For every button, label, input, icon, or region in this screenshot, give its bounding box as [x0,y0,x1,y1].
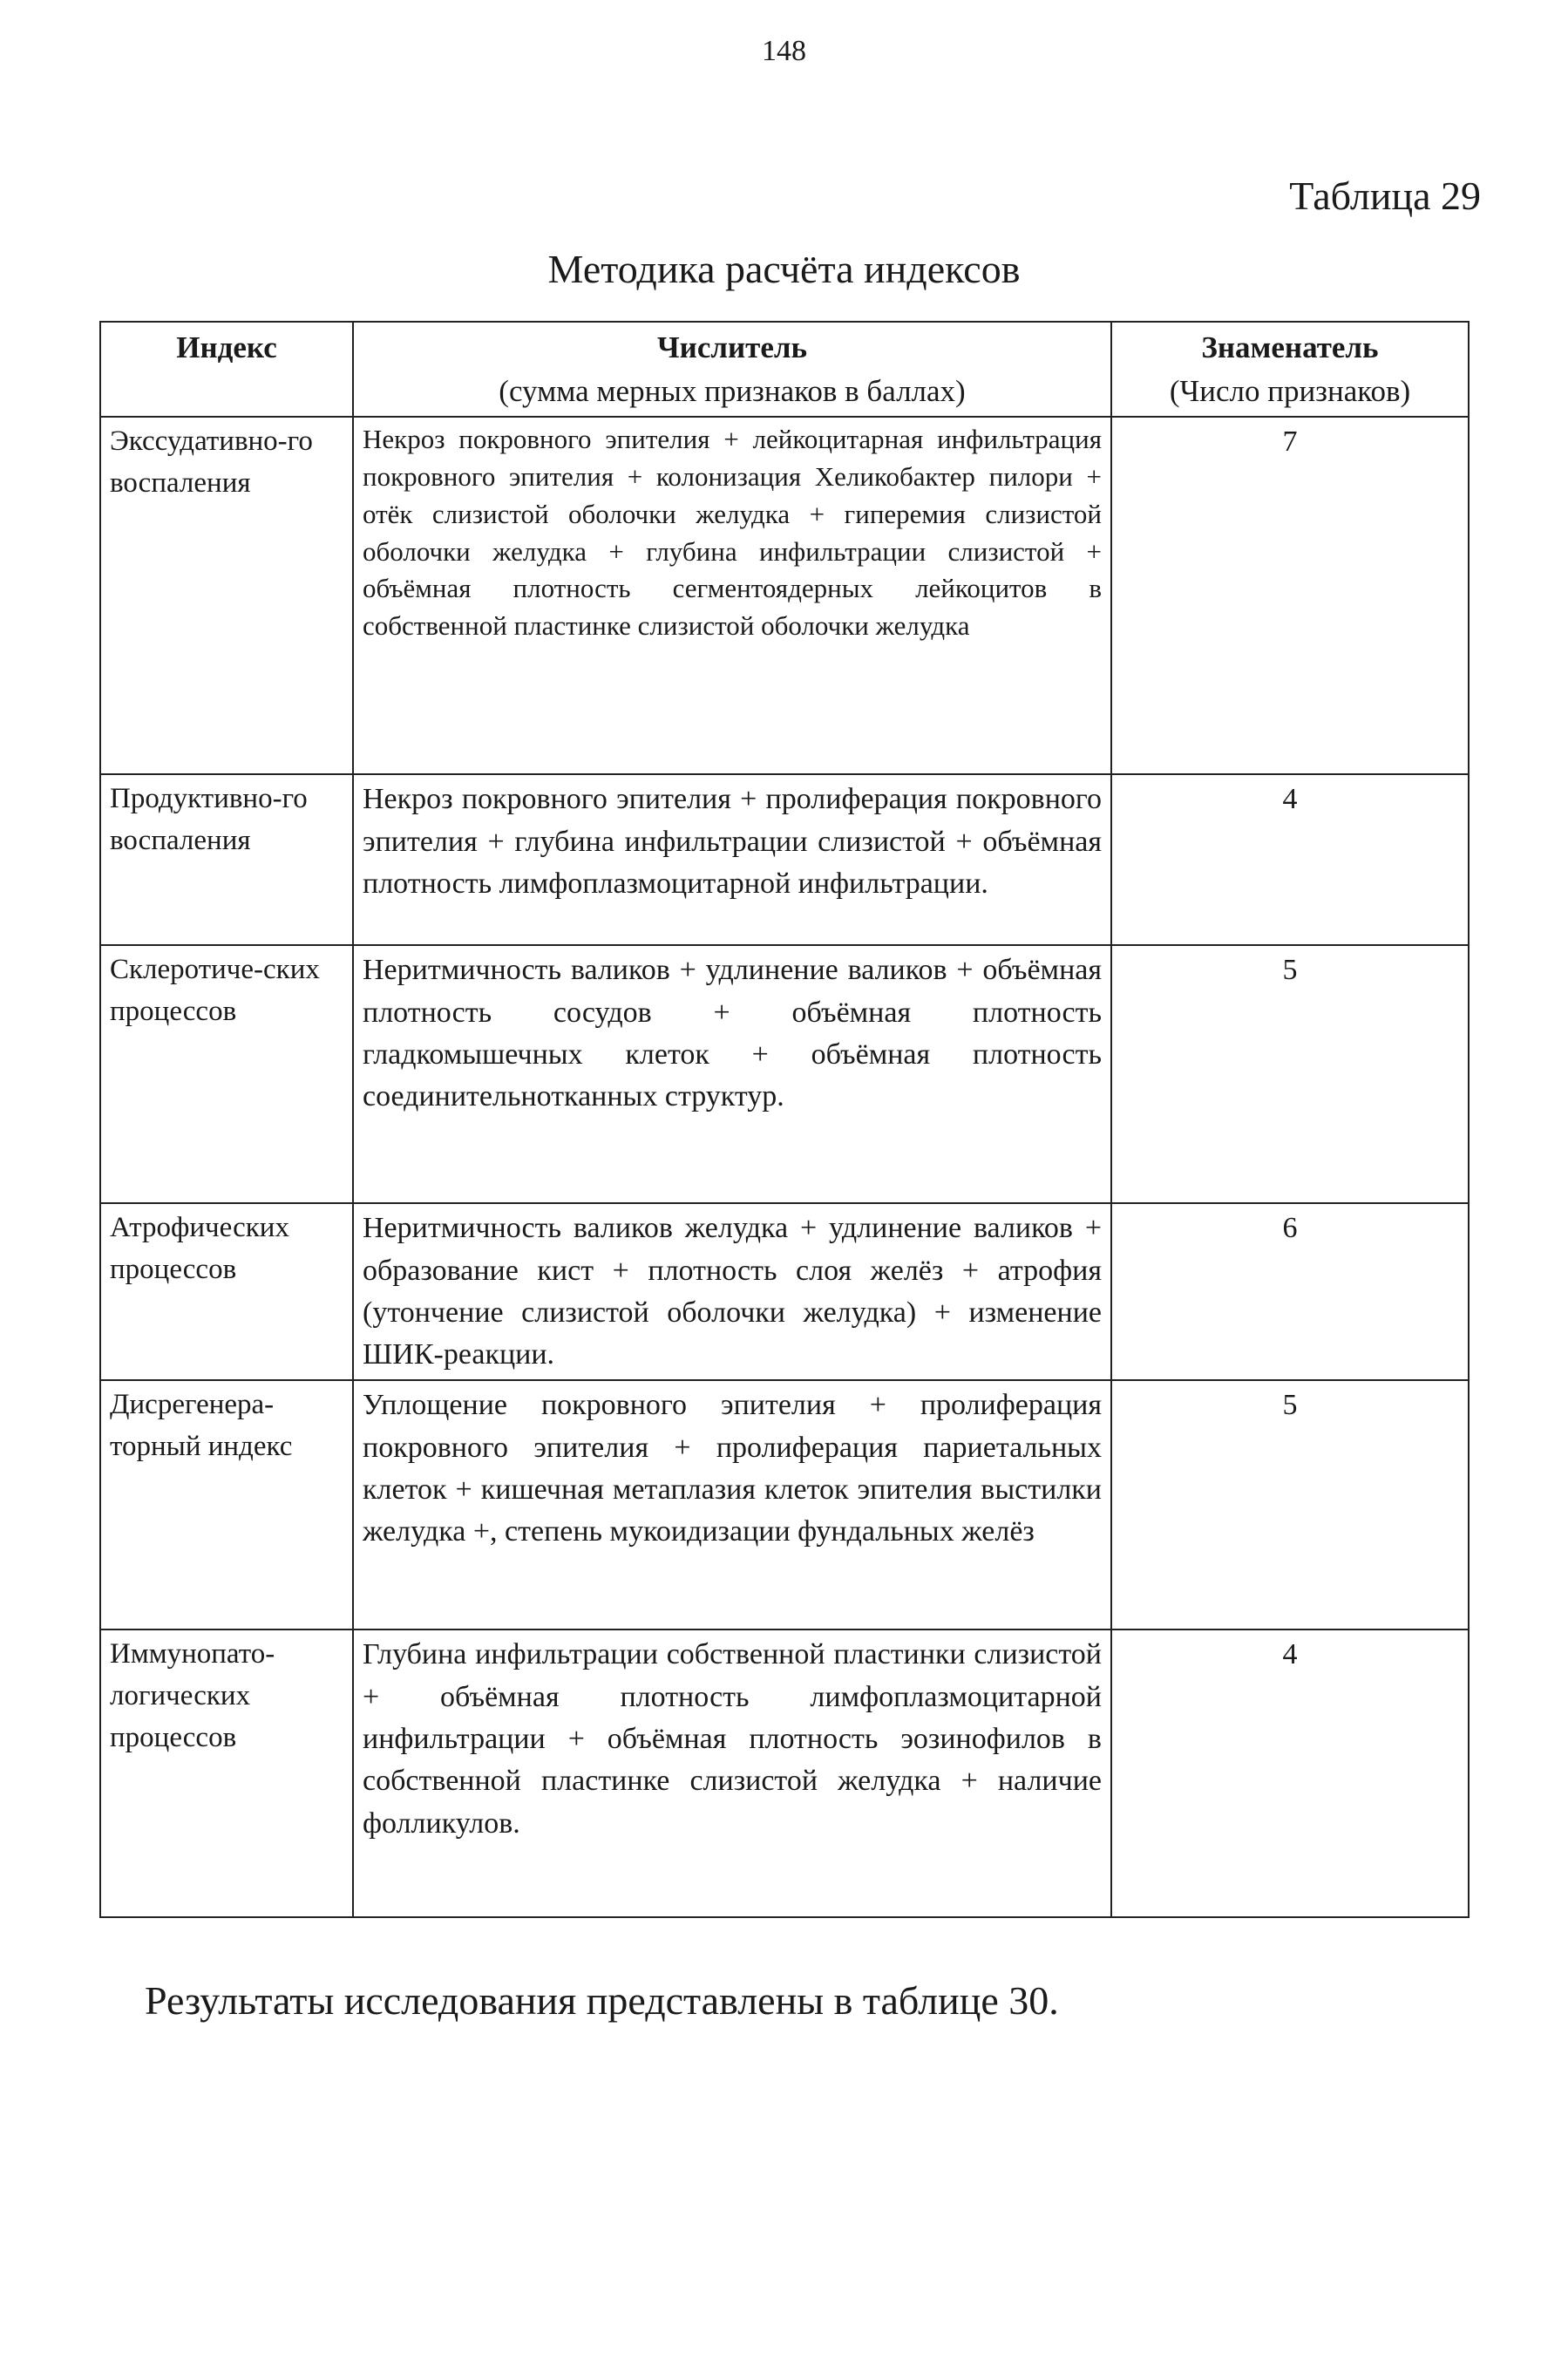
row-denominator: 4 [1111,774,1469,945]
row-index-name: Склеротиче-ских процессов [100,945,353,1203]
row-numerator: Глубина инфильтрации собственной пластинки слизистой + объёмная плотность лимфоплазмоцитарной инфильтрации + объёмная плотность эозинофилов в собственной пластинке слизистой желудка + наличие фолликулов. [353,1629,1111,1917]
table-title: Методика расчёта индексов [547,247,1021,291]
row-numerator: Неритмичность валиков + удлинение валиков + объёмная плотность сосудов + объёмная плотность гладкомышечных клеток + объёмная плотность соединительнотканных структур. [353,945,1111,1203]
header-denominator [1111,322,1469,417]
table-header-row [100,322,1469,417]
row-index-name: Иммунопато-логических процессов [100,1629,353,1917]
row-denominator: 7 [1111,417,1469,774]
row-index-name: Экссудативно-го воспаления [100,417,353,774]
header-numerator-label: Числитель [656,330,808,364]
header-denominator-sub: (Число признаков) [1169,373,1411,408]
page-number: 148 [762,35,806,67]
header-numerator-sub: (сумма мерных признаков в баллах) [499,373,966,408]
table-row [100,417,1469,774]
row-denominator: 6 [1111,1203,1469,1380]
header-numerator [353,322,1111,417]
header-index [100,322,353,417]
table-row [100,1629,1469,1917]
row-index-name: Продуктивно-го воспаления [100,774,353,945]
header-index-label: Индекс [176,330,277,364]
row-numerator: Некроз покровного эпителия + лейкоцитарная инфильтрация покровного эпителия + колонизация Хеликобактер пилори + отёк слизистой оболочки желудка + гиперемия слизистой оболочки желудка + глубина инфильтрации слизистой + объёмная плотность сегментоядерных лейкоцитов в собственной пластинке слизистой оболочки желудка [353,417,1111,774]
row-index-name: Атрофических процессов [100,1203,353,1380]
row-index-name: Дисрегенера-торный индекс [100,1380,353,1629]
row-numerator: Некроз покровного эпителия + пролиферация покровного эпителия + глубина инфильтрации слизистой + объёмная плотность лимфоплазмоцитарной инфильтрации. [353,774,1111,945]
row-numerator: Уплощение покровного эпителия + пролиферация покровного эпителия + пролиферация париетальных клеток + кишечная метаплазия клеток эпителия выстилки желудка +, степень мукоидизации фундальных желёз [353,1380,1111,1629]
table-row [100,1203,1469,1380]
header-denominator-label: Знаменатель [1201,330,1379,364]
table-row [100,1380,1469,1629]
table-label: Таблица 29 [1289,173,1481,218]
index-methods-table [99,321,1470,1918]
row-denominator: 5 [1111,945,1469,1203]
table-row [100,774,1469,945]
table-row [100,945,1469,1203]
row-denominator: 4 [1111,1629,1469,1917]
results-reference-text: Результаты исследования представлены в таблице 30. [145,1978,1059,2023]
row-numerator: Неритмичность валиков желудка + удлинение валиков + образование кист + плотность слоя желёз + атрофия (утончение слизистой оболочки желудка) + изменение ШИК-реакции. [353,1203,1111,1380]
row-denominator: 5 [1111,1380,1469,1629]
